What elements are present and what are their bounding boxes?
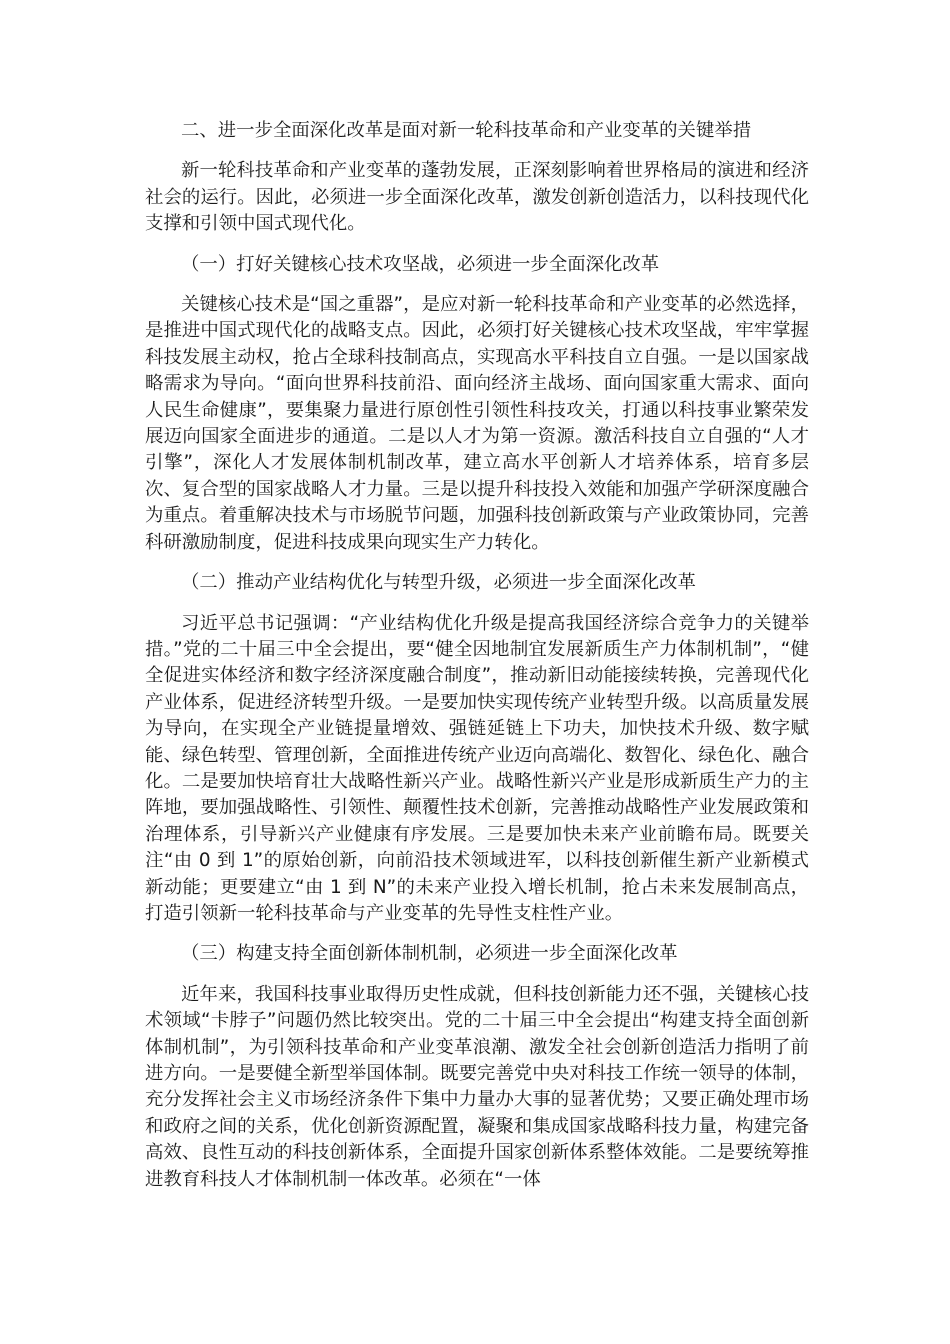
subsection-3-title: （三）构建支持全面创新体制机制，必须进一步全面深化改革 — [181, 943, 678, 965]
subsection-2-title: （二）推动产业结构优化与转型升级，必须进一步全面深化改革 — [181, 572, 696, 594]
subsection-2-body: 习近平总书记强调：“产业结构优化升级是提高我国经济综合竞争力的关键举措。”党的二十届三中全会提出，要“健全因地制宜发展新质生产力体制机制”，“健全促进实体经济和数字经济深度融合制度”，推动新旧动能接续转换，完善现代化产业体系，促进经济转型升级。一是要加快实现传统产业转型升级。以高质量发展为导向，在实现全产业链提量增效、强链延链上下功夫，加快技术升级、数字赋能、绿色转型、管理创新，全面推进传统产业迈向高端化、数智化、绿色化、融合化。二是要加快培育壮大战略性新兴产业。战略性新兴产业是形成新质生产力的主阵地，要加强战略性、引领性、颠覆性技术创新，完善推动战略性产业发展政策和治理体系，引导新兴产业健康有序发展。三是要加快未来产业前瞻布局。既要关注“由 0 到 1”的原始创新，向前沿技术领域进军，以科技创新催生新产业新模式新动能；更要建立“由 1 到 N”的未来产业投入增长机制，抢占未来发展制高点，打造引领新一轮科技革命与产业变革的先导性支柱性产业。 — [145, 612, 809, 924]
subsection-1-body: 关键核心技术是“国之重器”，是应对新一轮科技革命和产业变革的必然选择，是推进中国式现代化的战略支点。因此，必须打好关键核心技术攻坚战，牢牢掌握科技发展主动权，抢占全球科技制高点，实现高水平科技自立自强。一是以国家战略需求为导向。“面向世界科技前沿、面向经济主战场、面向国家重大需求、面向人民生命健康”，要集聚力量进行原创性引领性科技攻关，打通以科技事业繁荣发展迈向国家全面进步的通道。二是以人才为第一资源。激活科技自立自强的“人才引擎”，深化人才发展体制机制改革，建立高水平创新人才培养体系，培育多层次、复合型的国家战略人才力量。三是以提升科技投入效能和加强产学研深度融合为重点。着重解决技术与市场脱节问题，加强科技创新政策与产业政策协同，完善科研激励制度，促进科技成果向现实生产力转化。 — [145, 294, 809, 553]
intro-paragraph: 新一轮科技革命和产业变革的蓬勃发展，正深刻影响着世界格局的演进和经济社会的运行。因此，必须进一步全面深化改革，激发创新创造活力，以科技现代化支撑和引领中国式现代化。 — [145, 160, 809, 235]
subsection-3-body: 近年来，我国科技事业取得历史性成就，但科技创新能力还不强，关键核心技术领域“卡脖子”问题仍然比较突出。党的二十届三中全会提出“构建支持全面创新体制机制”，为引领科技革命和产业变革浪潮、激发全社会创新创造活力指明了前进方向。一是要健全新型举国体制。既要完善党中央对科技工作统一领导的体制，充分发挥社会主义市场经济条件下集中力量办大事的显著优势；又要正确处理市场和政府之间的关系，优化创新资源配置，凝聚和集成国家战略科技力量，构建完备高效、良性互动的科技创新体系，全面提升国家创新体系整体效能。二是要统筹推进教育科技人才体制机制一体改革。必须在“一体 — [145, 983, 809, 1190]
subsection-1-title: （一）打好关键核心技术攻坚战，必须进一步全面深化改革 — [181, 253, 660, 275]
section-title: 二、进一步全面深化改革是面对新一轮科技革命和产业变革的关键举措 — [181, 120, 752, 141]
document-page — [145, 118, 809, 1207]
